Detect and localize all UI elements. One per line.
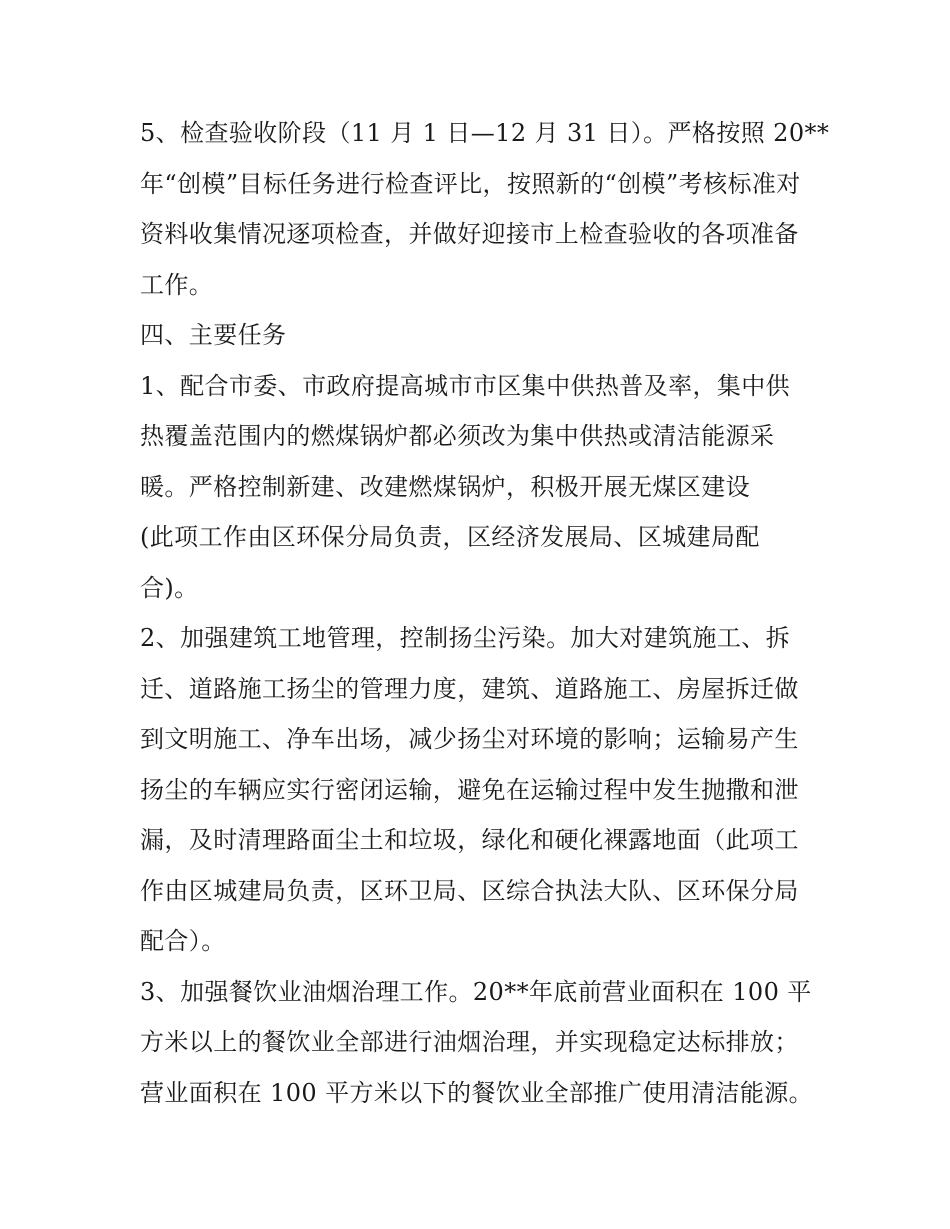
text-line-2: 年“创模”目标任务进行检查评比，按照新的“创模”考核标准对 [140,169,801,198]
section-heading: 四、主要任务 [140,321,287,349]
text-line-20: 营业面积在 100 平方米以下的餐饮业全部推广使用清洁能源。 [140,1078,814,1107]
text-line-14: 扬尘的车辆应实行密闭运输，避免在运输过程中发生抛撒和泄 [140,775,799,804]
text-line-19: 方米以上的餐饮业全部进行油烟治理，并实现稳定达标排放； [140,1028,799,1056]
text-line-1: 5、检查验收阶段（11 月 1 日—12 月 31 日）。严格按照 20** [140,119,830,147]
text-line-9: (此项工作由区环保分局负责，区经济发展局、区城建局配 [140,523,760,551]
text-line-3: 资料收集情况逐项检查，并做好迎接市上检查验收的各项准备 [140,220,799,248]
text-line-15: 漏，及时清理路面尘土和垃圾，绿化和硬化裸露地面（此项工 [140,826,799,854]
text-line-18: 3、加强餐饮业油烟治理工作。20**年底前营业面积在 100 平 [140,977,812,1006]
text-line-10: 合)。 [140,573,199,602]
text-line-8: 暖。严格控制新建、改建燃煤锅炉，积极开展无煤区建设 [140,472,750,501]
text-line-6: 1、配合市委、市政府提高城市市区集中供热普及率，集中供 [140,371,791,400]
text-line-13: 到文明施工、净车出场，减少扬尘对环境的影响；运输易产生 [140,725,799,753]
text-line-12: 迁、道路施工扬尘的管理力度，建筑、道路施工、房屋拆迁做 [140,674,799,703]
text-line-16: 作由区城建局负责，区环卫局、区综合执法大队、区环保分局 [140,876,799,905]
document-body [140,108,830,1118]
text-line-11: 2、加强建筑工地管理，控制扬尘污染。加大对建筑施工、拆 [140,624,791,652]
text-line-7: 热覆盖范围内的燃煤锅炉都必须改为集中供热或清洁能源采 [140,422,775,450]
text-line-4: 工作。 [140,270,214,299]
text-line-17: 配合）。 [140,927,226,955]
